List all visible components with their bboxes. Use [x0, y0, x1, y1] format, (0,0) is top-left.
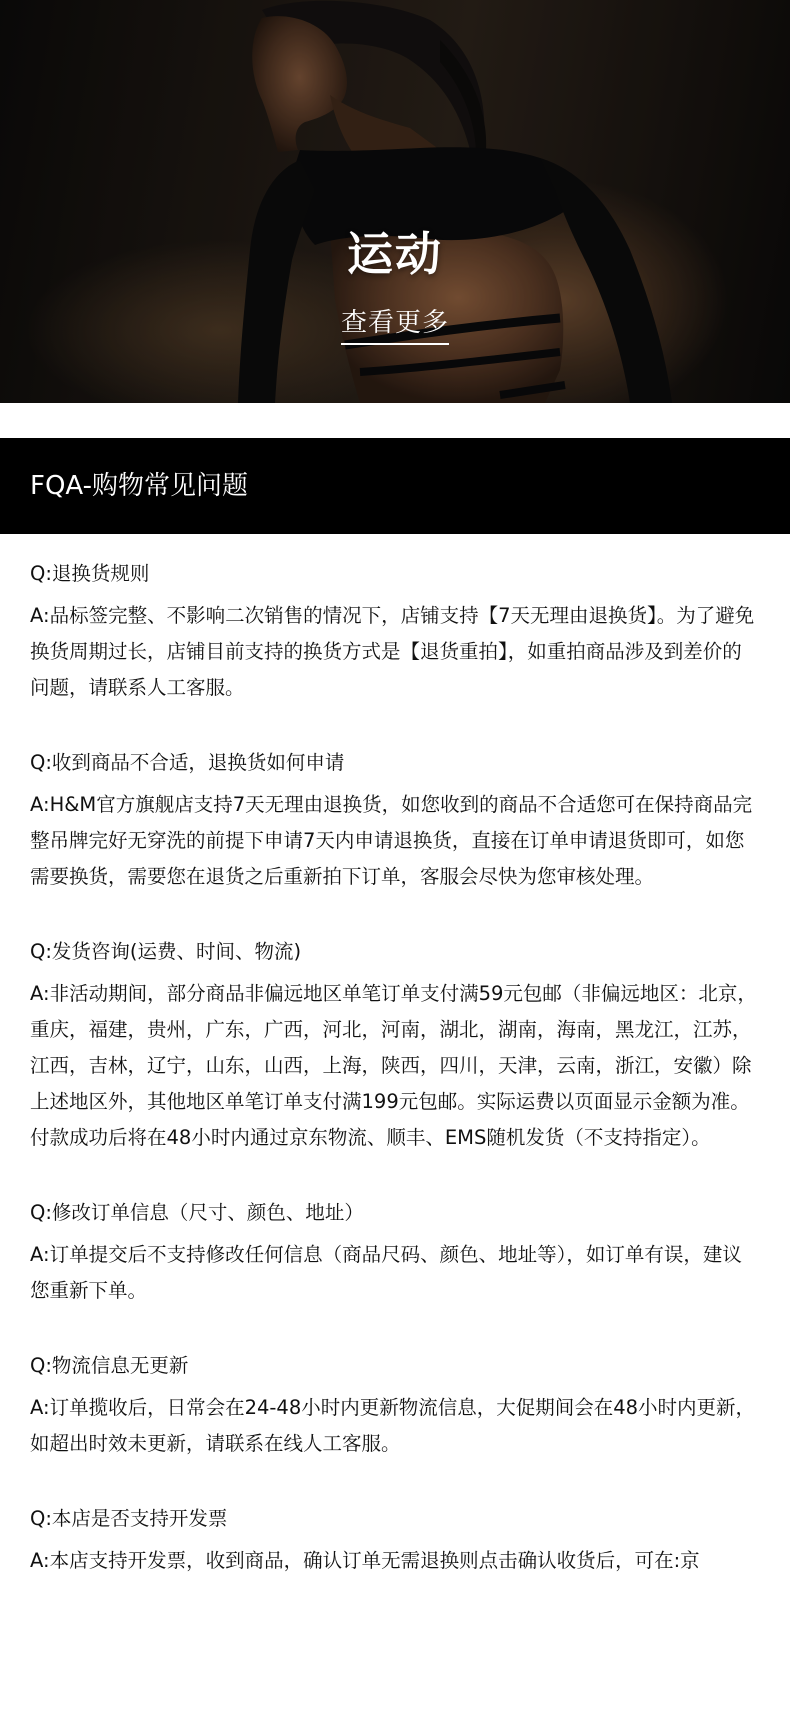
sport-hero-banner[interactable]	[0, 0, 790, 403]
faq-answer: A:本店支持开发票，收到商品，确认订单无需退换则点击确认收货后，可在:京	[30, 1549, 700, 1572]
faq-answer: A:品标签完整、不影响二次销售的情况下，店铺支持【7天无理由退换货】。为了避免换货周期过长，店铺目前支持的换货方式是【退货重拍】，如重拍商品涉及到差价的问题，请联系人工客服。	[30, 604, 755, 699]
faq-item-return-exchange-rules	[0, 560, 790, 706]
faq-item-logistics	[0, 1352, 790, 1462]
faq-header	[0, 438, 790, 534]
faq-item-shipping	[0, 938, 790, 1156]
faq-item-return-application	[0, 749, 790, 895]
hero-view-more	[0, 302, 790, 345]
faq-answer: A:H&M官方旗舰店支持7天无理由退换货，如您收到的商品不合适您可在保持商品完整吊牌完好无穿洗的前提下申请7天内申请退换货，直接在订单申请退货即可，如您需要换货，需要您在退货之后重新拍下订单，客服会尽快为您审核处理。	[30, 793, 753, 888]
faq-answer: A:非活动期间，部分商品非偏远地区单笔订单支付满59元包邮（非偏远地区：北京，重庆，福建，贵州，广东，广西，河北，河南，湖北，湖南，海南，黑龙江，江苏，江西，吉林，辽宁，山东，山西，上海，陕西，四川，天津，云南，浙江，安徽）除上述地区外，其他地区单笔订单支付满199元包邮。实际运费以页面显示金额为准。付款成功后将在48小时内通过京东物流、顺丰、EMS随机发货（不支持指定）。	[30, 982, 757, 1149]
hero-title: 运动	[347, 227, 443, 281]
faq-question: Q:修改订单信息（尺寸、颜色、地址）	[30, 1201, 364, 1224]
faq-list	[0, 560, 790, 1622]
faq-question: Q:本店是否支持开发票	[30, 1507, 228, 1530]
faq-answer: A:订单提交后不支持修改任何信息（商品尺码、颜色、地址等），如订单有误，建议您重新下单。	[30, 1243, 742, 1302]
faq-question: Q:收到商品不合适，退换货如何申请	[30, 751, 345, 774]
view-more-link[interactable]: 查看更多	[341, 302, 449, 345]
faq-question: Q:物流信息无更新	[30, 1354, 189, 1377]
faq-header-title: FQA-购物常见问题	[30, 471, 249, 501]
faq-item-modify-order	[0, 1199, 790, 1309]
faq-question: Q:退换货规则	[30, 562, 150, 585]
faq-answer: A:订单揽收后，日常会在24-48小时内更新物流信息，大促期间会在48小时内更新，如超出时效未更新，请联系在线人工客服。	[30, 1396, 756, 1455]
faq-item-invoice	[0, 1505, 790, 1579]
faq-question: Q:发货咨询(运费、时间、物流)	[30, 940, 302, 963]
